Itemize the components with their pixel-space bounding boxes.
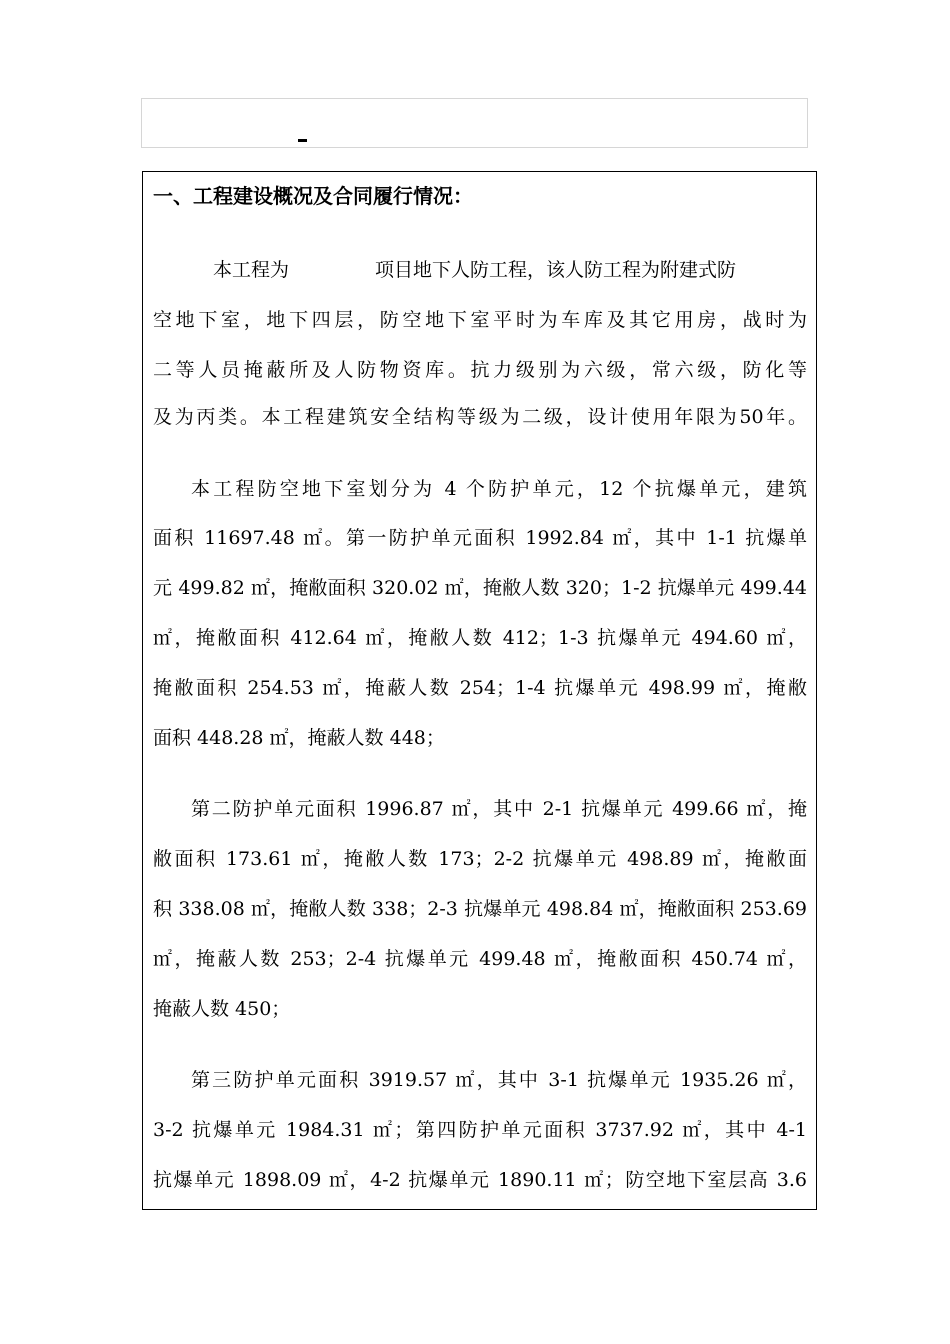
paragraph-3-line-5: 掩蔽人数 450； (153, 998, 291, 1020)
paragraph-4-line-1: 第三防护单元面积 3919.57 ㎡，其中 3-1 抗爆单元 1935.26 ㎡， (191, 1069, 807, 1091)
paragraph-3-line-2: 敝面积 173.61 ㎡，掩敝人数 173；2-2 抗爆单元 498.89 ㎡，掩敝面 (153, 848, 807, 870)
paragraph-2-line-2: 面积 11697.48 ㎡。第一防护单元面积 1992.84 ㎡，其中 1-1 抗爆单 (153, 527, 807, 549)
paragraph-1-line-4: 及为丙类。本工程建筑安全结构等级为二级，设计使用年限为50年。 (153, 406, 807, 428)
paragraph-2-line-6: 面积 448.28 ㎡，掩蔽人数 448； (153, 727, 445, 749)
paragraph-1-line-2: 空地下室，地下四层，防空地下室平时为车库及其它用房，战时为 (153, 309, 807, 331)
paragraph-2-line-3: 元 499.82 ㎡，掩敝面积 320.02 ㎡，掩敝人数 320；1-2 抗爆单元 499.44 (153, 577, 807, 599)
paragraph-1-rest: 项目地下人防工程，该人防工程为附建式防 (375, 259, 737, 281)
paragraph-2-line-4: ㎡，掩敝面积 412.64 ㎡，掩敝人数 412；1-3 抗爆单元 494.60 ㎡， (153, 627, 807, 649)
paragraph-1-line-3: 二等人员掩蔽所及人防物资库。抗力级别为六级，常六级，防化等 (153, 359, 807, 381)
paragraph-3-line-4: ㎡，掩蔽人数 253；2-4 抗爆单元 499.48 ㎡，掩敝面积 450.74 ㎡， (153, 948, 807, 970)
header-box (141, 98, 808, 148)
paragraph-4-line-3: 抗爆单元 1898.09 ㎡，4-2 抗爆单元 1890.11 ㎡；防空地下室层高 3.6 (153, 1169, 807, 1191)
paragraph-2-line-1: 本工程防空地下室划分为 4 个防护单元，12 个抗爆单元，建筑 (191, 478, 807, 500)
paragraph-1-lead: 本工程为 (213, 259, 290, 281)
section-heading: 一、工程建设概况及合同履行情况： (153, 184, 473, 208)
paragraph-4-line-2: 3-2 抗爆单元 1984.31 ㎡；第四防护单元面积 3737.92 ㎡，其中 4-1 (153, 1119, 807, 1141)
paragraph-2-line-5: 掩敝面积 254.53 ㎡，掩蔽人数 254；1-4 抗爆单元 498.99 ㎡，掩敝 (153, 677, 807, 699)
paragraph-3-line-3: 积 338.08 ㎡，掩敝人数 338；2-3 抗爆单元 498.84 ㎡，掩敝面积 253.69 (153, 898, 807, 920)
content-table-cell (142, 171, 817, 1210)
header-dash (298, 139, 307, 142)
paragraph-3-line-1: 第二防护单元面积 1996.87 ㎡，其中 2-1 抗爆单元 499.66 ㎡，掩 (191, 798, 807, 820)
paragraph-1-line-1 (153, 255, 807, 285)
